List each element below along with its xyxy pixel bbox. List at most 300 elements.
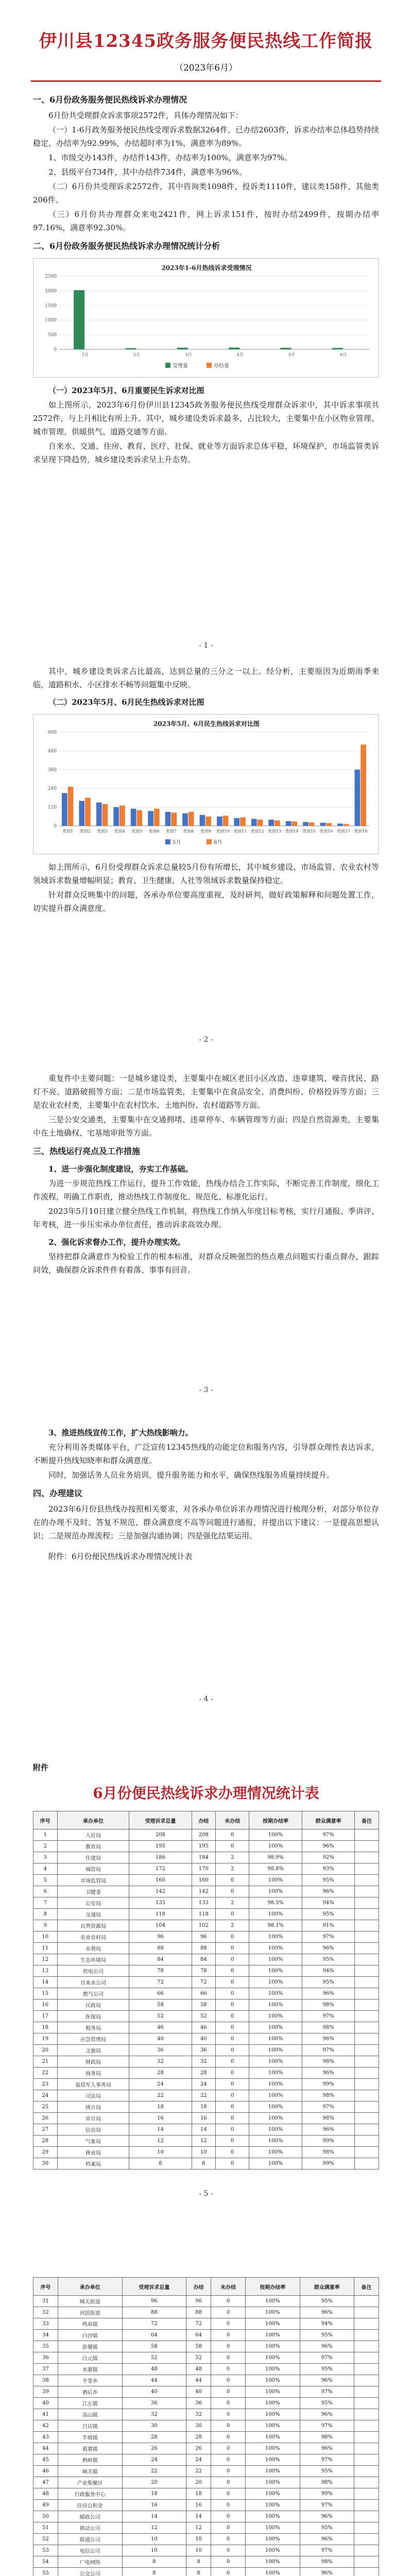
table-cell [355,1886,379,1897]
table-header-cell: 未办结 [211,2278,246,2296]
table-cell: 14 [129,2124,192,2136]
stat-table-2 [33,2277,379,2576]
table-cell: 118 [129,1909,192,1920]
table-cell: 28 [192,2067,216,2079]
table-cell [355,2158,379,2170]
table-cell: 36 [192,2045,216,2056]
table-cell: 133 [192,1897,216,1909]
x-tick-label: 5月 [288,352,296,357]
table-cell: 审计局 [57,2113,129,2124]
attachment-note: 附件：6月份便民热线诉求办理情况统计表 [48,1552,193,1561]
table-cell: 96 [122,2296,186,2307]
table-cell: 100% [249,1841,302,1852]
bar-5月 [320,823,326,826]
table-row [33,2522,379,2534]
table-row [33,1886,379,1897]
legend-swatch [165,363,170,368]
table-cell: 8 [122,2556,186,2568]
table-cell: 98% [300,2432,354,2443]
table-cell: 22 [33,2067,58,2079]
table-row [33,2158,379,2170]
table-cell: 16 [192,2113,216,2124]
bar-6月 [258,820,263,826]
table-cell: 99% [302,2158,355,2170]
table-cell: 100% [246,2420,300,2432]
table-cell: 32 [186,2409,211,2420]
table-cell: 37 [33,2364,58,2375]
table-cell: 26 [186,2443,211,2454]
bar-5月 [96,803,102,826]
page-3 [0,1072,412,1278]
x-tick-label: 类别4 [114,829,125,834]
section-2-cont [33,665,379,915]
table-cell: 46 [33,2466,58,2477]
table-cell: 100% [246,2454,300,2466]
table-cell: 58 [192,1999,216,2011]
table-cell: 41 [33,2409,58,2420]
table-cell: 平等乡 [58,2375,122,2386]
table-cell [354,2500,379,2511]
table-cell: 19 [33,2033,58,2045]
table-cell: 184 [192,1852,216,1863]
table-cell: 27 [33,2124,58,2136]
table-cell: 100% [249,1965,302,1977]
table-cell: 78 [192,1965,216,1977]
table-cell: 96% [300,2341,354,2352]
bar-5月 [268,820,274,826]
paragraph: 重复件中主要问题：一是城乡建设类，主要集中在城区老旧小区改造、违章建筑、噪音扰民、路灯不亮、道路破损等方面；二是市场监管类，主要集中在食品安全、消费纠纷、价格投诉等方面；三是农业农村类，主要集中在农村饮水、土地纠纷、农村道路等方面。 [33,1074,379,1110]
paragraph: 如上图所示，2023年6月份伊川县12345政务服务便民热线受理群众诉求中，其中诉求事项共2572件，与上月相比有所上升。其中，城乡建设类诉求最多，占比较大，主要集中在小区物业管理、城市管理、供暖供气、道路交通等方面。 [33,400,379,436]
table-cell: 58 [129,1999,192,2011]
table-row [33,2352,379,2364]
table-cell: 95% [300,2296,354,2307]
table-cell: 26 [33,2113,58,2124]
table-cell: 8 [129,2158,192,2170]
table-cell: 44 [33,2443,58,2454]
table-cell: 28 [186,2432,211,2443]
table-cell: 16 [186,2500,211,2511]
table-cell: 0 [216,2045,249,2056]
table-cell: 0 [216,1988,249,1999]
table-cell: 行政服务中心 [58,2488,122,2500]
table-cell: 40 [33,2398,58,2409]
subsection-heading: 2、强化诉求督办工作，提升办理实效。 [48,1238,185,1247]
table-cell: 96% [302,2067,355,2079]
table-cell: 住建局 [57,1852,129,1863]
table-cell: 100% [246,2307,300,2318]
table-row [33,2545,379,2556]
table-cell: 96% [302,1886,355,1897]
table-cell: 20 [122,2477,186,2488]
page-number: - 3 - [199,1386,213,1394]
x-tick-label: 类别2 [79,829,91,834]
table-cell: 102 [192,1920,216,1931]
table-cell: 36 [33,2352,58,2364]
table-cell: 0 [216,1829,249,1841]
table-cell [355,1829,379,1841]
bar-6月 [205,817,211,826]
table-cell: 0 [216,2147,249,2158]
page-number: - 4 - [199,1695,213,1703]
bar-5月 [234,818,239,826]
table-row [33,2033,379,2045]
table-cell: 生态环境局 [57,1954,129,1965]
section-1 [33,93,379,466]
y-tick-label: 360 [47,767,57,773]
table-cell: 100% [246,2375,300,2386]
section-3 [33,1072,379,1277]
x-tick-label: 类别13 [267,829,282,834]
table-cell: 18 [129,2102,192,2113]
table-cell: 18 [192,2102,216,2113]
table-cell [354,2398,379,2409]
table-cell: 100% [249,1909,302,1920]
table-cell [354,2375,379,2386]
table-cell: 14 [186,2511,211,2522]
table-cell: 0 [216,2090,249,2102]
table-cell: 产业集聚区 [58,2477,122,2488]
table-row [33,1852,379,1863]
subsection-heading: 3、推进热线宣传工作，扩大热线影响力。 [48,1428,193,1437]
x-tick-label: 6月 [340,352,347,357]
table-cell: 河滨街道 [58,2307,122,2318]
table-cell: 24 [122,2454,186,2466]
table-cell: 98.8% [249,1863,302,1875]
table-cell: 5 [33,1875,58,1886]
table-cell: 96% [300,2409,354,2420]
table-cell: 100% [249,2079,302,2090]
table-cell [354,2330,379,2341]
bar-5月 [286,821,291,826]
table-cell: 100% [249,1931,302,1943]
chart-title: 2023年1-6月热线诉求受理情况 [161,264,252,272]
table-cell: 0 [211,2500,246,2511]
table-cell: 88 [122,2307,186,2318]
table-row [33,1863,379,1875]
bar-5月 [62,793,67,826]
table-cell: 118 [192,1909,216,1920]
y-tick-label: 120 [47,805,57,810]
table-cell: 教育局 [57,1841,129,1852]
table-cell [354,2534,379,2545]
table-cell: 0 [216,1943,249,1954]
table-cell: 84 [129,1954,192,1965]
table-row [33,2568,379,2576]
table-cell: 0 [211,2477,246,2488]
table-row [33,2534,379,2545]
bar-6月 [137,810,143,826]
table-cell: 12 [192,2136,216,2147]
table-cell: 55 [33,2568,58,2576]
table-cell: 气象局 [57,2136,129,2147]
table-cell [354,2352,379,2364]
paragraph: 自来水、交通、住房、教育、医疗、社保、就业等方面诉求总体平稳，环境保护、市场监管类诉求呈现下降趋势，城乡建设类诉求呈上升态势。 [33,442,379,464]
y-tick-label: 240 [47,786,57,792]
page-number: - 5 - [199,2190,213,2198]
x-tick-label: 3月 [185,352,192,357]
table-cell: 广电网络 [58,2556,122,2568]
table-cell: 48 [122,2364,186,2375]
table-row [33,2511,379,2522]
table-cell: 水利局 [57,1943,129,1954]
table-cell: 49 [33,2500,58,2511]
table-cell: 城管局 [57,1863,129,1875]
table-cell [354,2545,379,2556]
table-cell: 100% [246,2352,300,2364]
table-cell: 45 [33,2454,58,2466]
table-cell [355,1920,379,1931]
y-tick-label: 500 [47,332,57,338]
bar-6月 [119,806,125,826]
table-cell [355,2113,379,2124]
table-cell: 15 [33,1988,58,1999]
table-cell: 97% [300,2454,354,2466]
table-cell: 100% [249,1829,302,1841]
table-row [33,2375,379,2386]
document-subtitle: （2023年6月） [174,63,238,73]
table-cell: 33 [33,2318,58,2330]
table-cell: 民政局 [57,1999,129,2011]
table-cell: 白元镇 [58,2352,122,2364]
table-cell: 29 [33,2147,58,2158]
table-cell: 供电公司 [57,1965,129,1977]
y-tick-label: 0 [54,824,57,829]
table-cell: 100% [249,2113,302,2124]
table-cell [355,1897,379,1909]
bar-6月 [360,744,366,826]
table-cell: 0 [211,2318,246,2330]
legend-label: 6月 [214,840,222,845]
table-cell: 0 [211,2420,246,2432]
table-cell: 鸦岭镇 [58,2454,122,2466]
table-cell [354,2556,379,2568]
bar-5月 [79,801,84,826]
table-cell: 城关街道 [58,2296,122,2307]
table-cell: 100% [249,1886,302,1897]
table-cell: 2 [216,1852,249,1863]
table-cell: 退役军人事务局 [57,2079,129,2090]
table-cell: 100% [246,2341,300,2352]
paragraph: （三）6月份共办理群众来电2421件，网上诉求151件，按时办结2499件，按期办结率97.16%，满意率92.30%。 [33,210,379,232]
table-cell: 统计局 [57,2102,129,2113]
x-tick-label: 类别12 [250,829,264,834]
table-cell: 0 [216,2033,249,2045]
table-cell: 司法局 [57,2090,129,2102]
table-cell [355,1988,379,1999]
table-cell: 自来水公司 [57,1977,129,1988]
table-cell [354,2318,379,2330]
table-cell: 100% [249,2124,302,2136]
table-cell [354,2341,379,2352]
table-header-cell: 序号 [33,2278,58,2296]
table-cell [354,2296,379,2307]
table-cell: 9 [33,1920,58,1931]
bar-6月 [68,787,74,826]
table-cell: 40 [186,2386,211,2398]
table-row [33,2318,379,2330]
table-cell: 移动公司 [58,2522,122,2534]
table-cell: 96 [192,1931,216,1943]
table-cell: 0 [211,2568,246,2576]
table-cell: 100% [249,2102,302,2113]
table-cell: 98.1% [249,1920,302,1931]
bar-6月 [344,824,349,826]
table-cell: 95% [302,1875,355,1886]
table-cell: 100% [246,2398,300,2409]
table-cell: 高山镇 [58,2409,122,2420]
table-row [33,2147,379,2158]
table-cell: 应急管理局 [57,2033,129,2045]
table-cell [354,2409,379,2420]
table-cell: 6 [33,1886,58,1897]
chart-section-heading: 二、6月份政务服务便民热线诉求办理情况统计分析 [33,241,220,251]
table-cell: 0 [211,2454,246,2466]
table-row [33,2022,379,2033]
table-cell [355,2079,379,2090]
table-cell: 2 [216,1897,249,1909]
table-cell: 电信公司 [58,2545,122,2556]
table-row [33,2386,379,2398]
table-header-cell: 承办单位 [58,2278,122,2296]
table-cell: 信访局 [57,2124,129,2136]
table-cell: 0 [211,2556,246,2568]
table-cell: 100% [246,2466,300,2477]
table-cell: 135 [129,1897,192,1909]
table-cell: 96 [186,2296,211,2307]
table-cell: 23 [33,2079,58,2090]
table-cell: 18 [122,2488,186,2500]
table-cell: 0 [211,2409,246,2420]
table-cell: 172 [129,1863,192,1875]
table-cell: 97% [302,2102,355,2113]
table-cell: 3 [33,1852,58,1863]
legend-swatch [207,839,212,844]
table-cell: 72 [186,2318,211,2330]
table-cell: 市场监管局 [57,1875,129,1886]
table-cell: 10 [186,2545,211,2556]
table-cell: 100% [246,2409,300,2420]
table-cell: 0 [216,1841,249,1852]
legend-swatch [207,363,212,368]
x-tick-label: 类别16 [319,829,333,834]
table-cell: 97% [300,2545,354,2556]
table-cell: 公安局 [57,1897,129,1909]
table-cell: 100% [249,1999,302,2011]
table-cell: 97% [300,2386,354,2398]
table-cell: 卫健委 [57,1886,129,1897]
table-cell: 43 [33,2432,58,2443]
table-cell: 88 [129,1943,192,1954]
table-cell: 142 [129,1886,192,1897]
table-cell: 21 [33,2056,58,2067]
table-row [33,2477,379,2488]
table-cell: 商务局 [57,2067,129,2079]
table-cell: 35 [33,2341,58,2352]
table-cell [355,2102,379,2113]
bar-5月 [251,819,257,826]
bar-6月 [309,822,315,826]
table-cell: 44 [122,2375,186,2386]
table-cell: 72 [192,1977,216,1988]
table-cell [355,1977,379,1988]
table-row [33,2079,379,2090]
table-cell: 100% [246,2500,300,2511]
x-tick-label: 类别14 [285,829,299,834]
table-cell: 100% [249,2045,302,2056]
table-cell: 8 [122,2568,186,2576]
table-cell [354,2511,379,2522]
bar-受理量 [281,348,291,349]
y-tick-label: 0 [54,347,57,352]
table-cell: 100% [249,2033,302,2045]
table-cell [355,2033,379,2045]
table-cell: 98% [300,2556,354,2568]
table-row [33,2409,379,2420]
table-cell [355,1931,379,1943]
table-cell [355,2056,379,2067]
table-cell: 97% [300,2500,354,2511]
subsection-heading: （二）2023年5月、6月民生热线诉求对比图 [48,698,204,707]
table-cell: 24 [192,2079,216,2090]
table-cell [355,1909,379,1920]
table-row [33,2420,379,2432]
table-row [33,2296,379,2307]
table-cell: 92% [302,1852,355,1863]
table-row [33,1931,379,1943]
table-cell: 94% [302,1965,355,1977]
table-cell: 22 [122,2466,186,2477]
table-cell: 100% [249,2011,302,2022]
bar-5月 [165,812,171,826]
table-cell: 2 [216,1920,249,1931]
chart-2-container [33,714,379,854]
table-cell: 28 [129,2067,192,2079]
table-cell: 10 [33,1931,58,1943]
table-cell: 96% [302,1943,355,1954]
table-cell: 公交公司 [58,2568,122,2576]
bar-5月 [355,770,360,826]
bar-6月 [85,798,91,826]
paragraph: 充分利用各类媒体平台，广泛宣传12345热线的功能定位和服务内容，引导群众理性表达诉求，不断提升热线知晓率和群众满意度。 [33,1443,379,1465]
legend-label: 受理量 [173,363,188,369]
table-cell: 66 [129,1988,192,1999]
table-cell: 96% [300,2568,354,2576]
table-row [33,2398,379,2409]
table-cell [355,2090,379,2102]
legend-label: 办结量 [214,363,229,369]
table-cell: 10 [192,2147,216,2158]
table-cell [354,2477,379,2488]
table-cell: 170 [192,1863,216,1875]
table-cell: 97% [302,2011,355,2022]
table-row [33,2556,379,2568]
page-4 [0,1422,412,1564]
table-cell: 208 [129,1829,192,1841]
table-cell: 98% [302,2056,355,2067]
table-cell: 100% [249,2136,302,2147]
table-cell: 12 [186,2522,211,2534]
table-cell: 16 [129,2113,192,2124]
table-row [33,1829,379,1841]
table-cell [354,2488,379,2500]
section-3-heading: 三、热线运行亮点及工作措施 [33,1146,141,1156]
table-cell [355,2067,379,2079]
table-cell: 95% [302,1954,355,1965]
table-cell: 农业农村局 [57,1931,129,1943]
annex-title: 6月份便民热线诉求办理情况统计表 [93,1785,319,1802]
table-cell: 31 [33,2296,58,2307]
table-cell: 22 [129,2090,192,2102]
